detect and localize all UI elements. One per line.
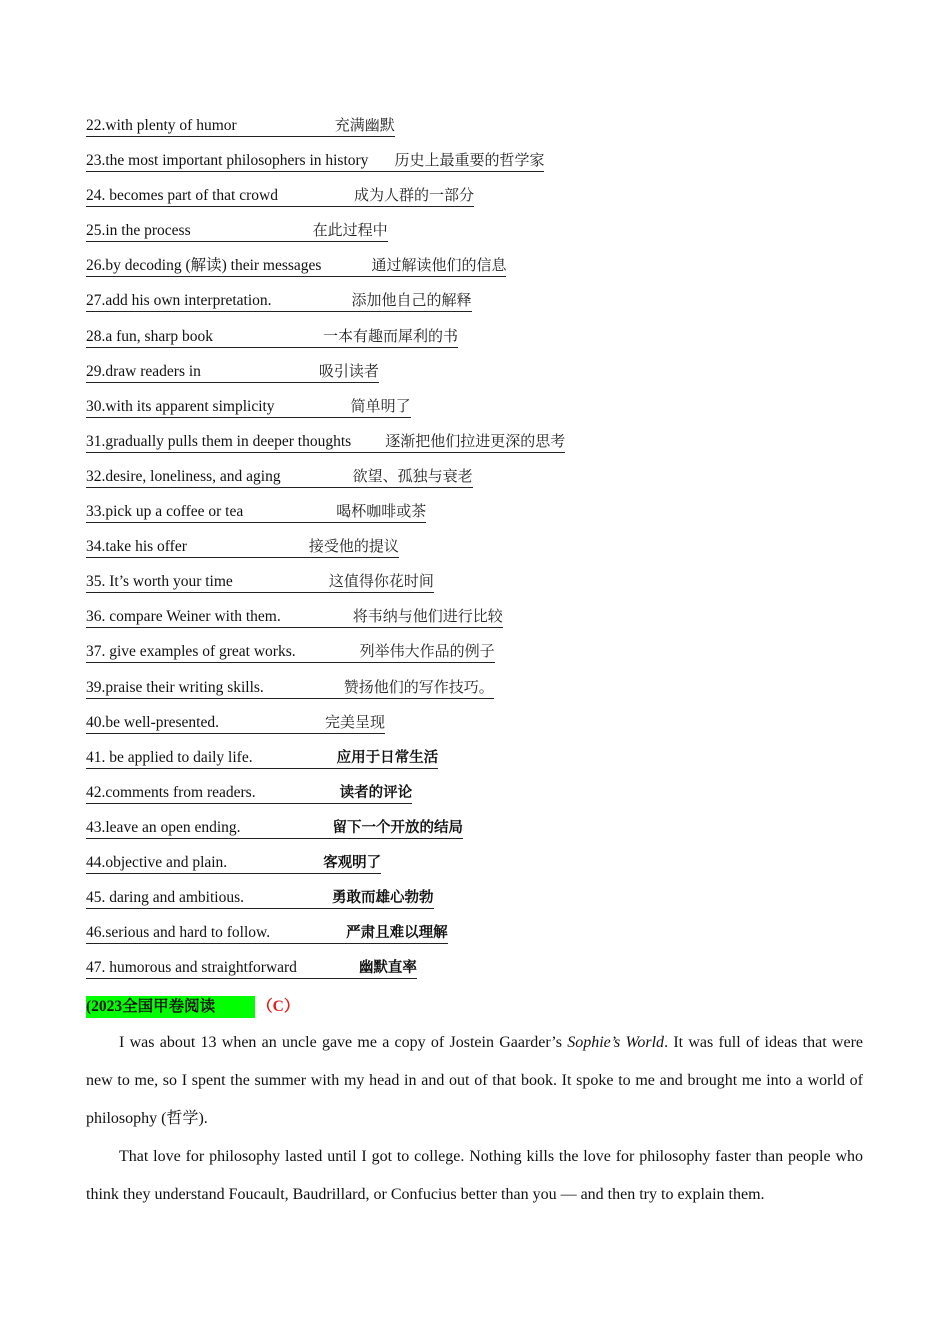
vocab-underline: [86, 115, 395, 137]
vocab-underline: [86, 677, 494, 699]
vocab-english: 29.draw readers in: [86, 362, 201, 380]
source-label: (2023全国甲卷阅读: [86, 996, 255, 1018]
vocab-chinese: 添加他自己的解释: [351, 291, 472, 310]
vocab-underline: [86, 290, 472, 312]
vocab-item: [86, 431, 866, 466]
vocab-item: [86, 536, 866, 571]
vocab-chinese: 赞扬他们的写作技巧。: [343, 677, 494, 696]
vocab-chinese: 逐渐把他们拉进更深的思考: [385, 431, 566, 450]
vocab-underline: [86, 220, 388, 242]
vocab-english: 47. humorous and straightforward: [86, 959, 297, 977]
vocab-english: 35. It’s worth your time: [86, 573, 233, 591]
vocab-item: [86, 185, 866, 220]
vocab-underline: [86, 150, 544, 172]
reading-passage: [86, 1024, 863, 1214]
vocab-chinese: 这值得你花时间: [328, 572, 434, 591]
vocab-underline: [86, 818, 463, 839]
vocab-item: [86, 922, 866, 957]
vocab-chinese: 历史上最重要的哲学家: [394, 151, 545, 170]
vocab-chinese: 勇敢而雄心勃勃: [332, 890, 434, 907]
vocab-item: [86, 571, 866, 606]
vocab-english: 23.the most important philosophers in history: [86, 152, 369, 170]
vocab-underline: [86, 536, 399, 558]
vocab-item: [86, 641, 866, 676]
vocab-item: [86, 957, 866, 992]
vocab-item: [86, 326, 866, 361]
vocab-underline: [86, 326, 458, 348]
vocab-item: [86, 115, 866, 150]
vocab-item: [86, 606, 866, 641]
vocab-english: 46.serious and hard to follow.: [86, 924, 271, 942]
passage-paragraph-1: [86, 1024, 863, 1138]
vocab-english: 34.take his offer: [86, 538, 187, 556]
vocab-underline: [86, 958, 417, 979]
vocab-english: 32.desire, loneliness, and aging: [86, 467, 281, 485]
vocab-english: 41. be applied to daily life.: [86, 748, 253, 766]
vocab-english: 30.with its apparent simplicity: [86, 397, 275, 415]
vocab-underline: [86, 923, 448, 944]
passage-paragraph-2: That love for philosophy lasted until I got to college. Nothing kills the love for philosophy faster than people who think they understand Foucault, Baudrillard, or Confucius better than you — and then try to explain them.: [86, 1148, 863, 1203]
vocab-english: 22.with plenty of humor: [86, 117, 237, 134]
vocab-chinese: 留下一个开放的结局: [332, 819, 464, 836]
vocab-chinese: 严肃且难以理解: [346, 925, 448, 942]
vocab-item: [86, 255, 866, 290]
vocab-underline: [86, 571, 434, 593]
vocab-chinese: 幽默直率: [358, 960, 417, 977]
vocab-underline: [86, 853, 381, 874]
vocab-underline: [86, 361, 379, 383]
vocab-english: 40.be well-presented.: [86, 713, 219, 731]
book-title: Sophie’s World: [567, 1034, 665, 1051]
vocab-english: 33.pick up a coffee or tea: [86, 503, 244, 521]
vocab-underline: [86, 712, 385, 734]
vocab-chinese: 应用于日常生活: [336, 749, 439, 766]
vocab-item: [86, 817, 866, 852]
vocab-item: [86, 887, 866, 922]
paragraph-1-start: I was about 13 when an uncle gave me a copy of Jostein Gaarder’s: [119, 1034, 568, 1051]
vocab-item: [86, 220, 866, 255]
vocab-chinese: 一本有趣而犀利的书: [323, 326, 459, 345]
vocab-item: [86, 677, 866, 712]
vocab-item: [86, 852, 866, 887]
source-section: （C）: [257, 998, 300, 1015]
vocab-underline: [86, 888, 434, 909]
vocab-item: [86, 290, 866, 325]
vocab-chinese: 客观明了: [323, 854, 382, 871]
vocab-english: 44.objective and plain.: [86, 853, 228, 871]
source-heading: [86, 996, 299, 1018]
vocab-item: [86, 782, 866, 817]
vocab-english: 28.a fun, sharp book: [86, 327, 213, 345]
vocab-english: 45. daring and ambitious.: [86, 889, 244, 907]
vocab-english: 43.leave an open ending.: [86, 818, 241, 836]
vocab-underline: [86, 466, 473, 488]
vocab-english: 26.by decoding (解读) their messages: [86, 257, 322, 275]
vocab-chinese: 吸引读者: [318, 361, 379, 380]
vocab-english: 25.in the process: [86, 222, 191, 240]
vocab-underline: [86, 501, 426, 523]
vocab-chinese: 充满幽默: [334, 116, 395, 134]
vocab-chinese: 成为人群的一部分: [353, 186, 474, 205]
vocab-underline: [86, 255, 506, 277]
vocab-chinese: 喝杯咖啡或茶: [336, 502, 427, 521]
vocab-item: [86, 747, 866, 782]
vocab-chinese: 列举伟大作品的例子: [359, 642, 495, 661]
vocab-english: 42.comments from readers.: [86, 783, 256, 801]
vocab-underline: [86, 185, 474, 207]
vocab-underline: [86, 748, 438, 769]
vocab-english: 37. give examples of great works.: [86, 643, 296, 661]
vocab-underline: [86, 641, 495, 663]
vocab-item: [86, 396, 866, 431]
vocabulary-list: [86, 115, 866, 992]
vocab-chinese: 通过解读他们的信息: [371, 256, 507, 275]
vocab-chinese: 将韦纳与他们进行比较: [352, 607, 503, 626]
vocab-chinese: 读者的评论: [339, 784, 413, 801]
vocab-chinese: 在此过程中: [312, 221, 388, 240]
vocab-chinese: 接受他的提议: [308, 537, 399, 556]
vocab-english: 27.add his own interpretation.: [86, 292, 272, 310]
vocab-item: [86, 150, 866, 185]
vocab-item: [86, 712, 866, 747]
vocab-item: [86, 466, 866, 501]
vocab-chinese: 简单明了: [350, 396, 411, 415]
vocab-underline: [86, 431, 565, 453]
vocab-item: [86, 501, 866, 536]
vocab-english: 31.gradually pulls them in deeper thoughts: [86, 432, 352, 450]
vocab-chinese: 完美呈现: [325, 712, 386, 731]
vocab-underline: [86, 606, 503, 628]
vocab-english: 36. compare Weiner with them.: [86, 608, 281, 626]
vocab-underline: [86, 783, 412, 804]
vocab-item: [86, 361, 866, 396]
vocab-english: 24. becomes part of that crowd: [86, 187, 278, 205]
vocab-underline: [86, 396, 411, 418]
vocab-chinese: 欲望、孤独与衰老: [352, 466, 473, 485]
vocab-english: 39.praise their writing skills.: [86, 678, 264, 696]
paragraph-1-end: . It was full of ideas that were new to me, so I spent the summer with my head in and out of that book. It spoke to me and brought me into a world of philosophy (哲学).: [86, 1034, 863, 1127]
